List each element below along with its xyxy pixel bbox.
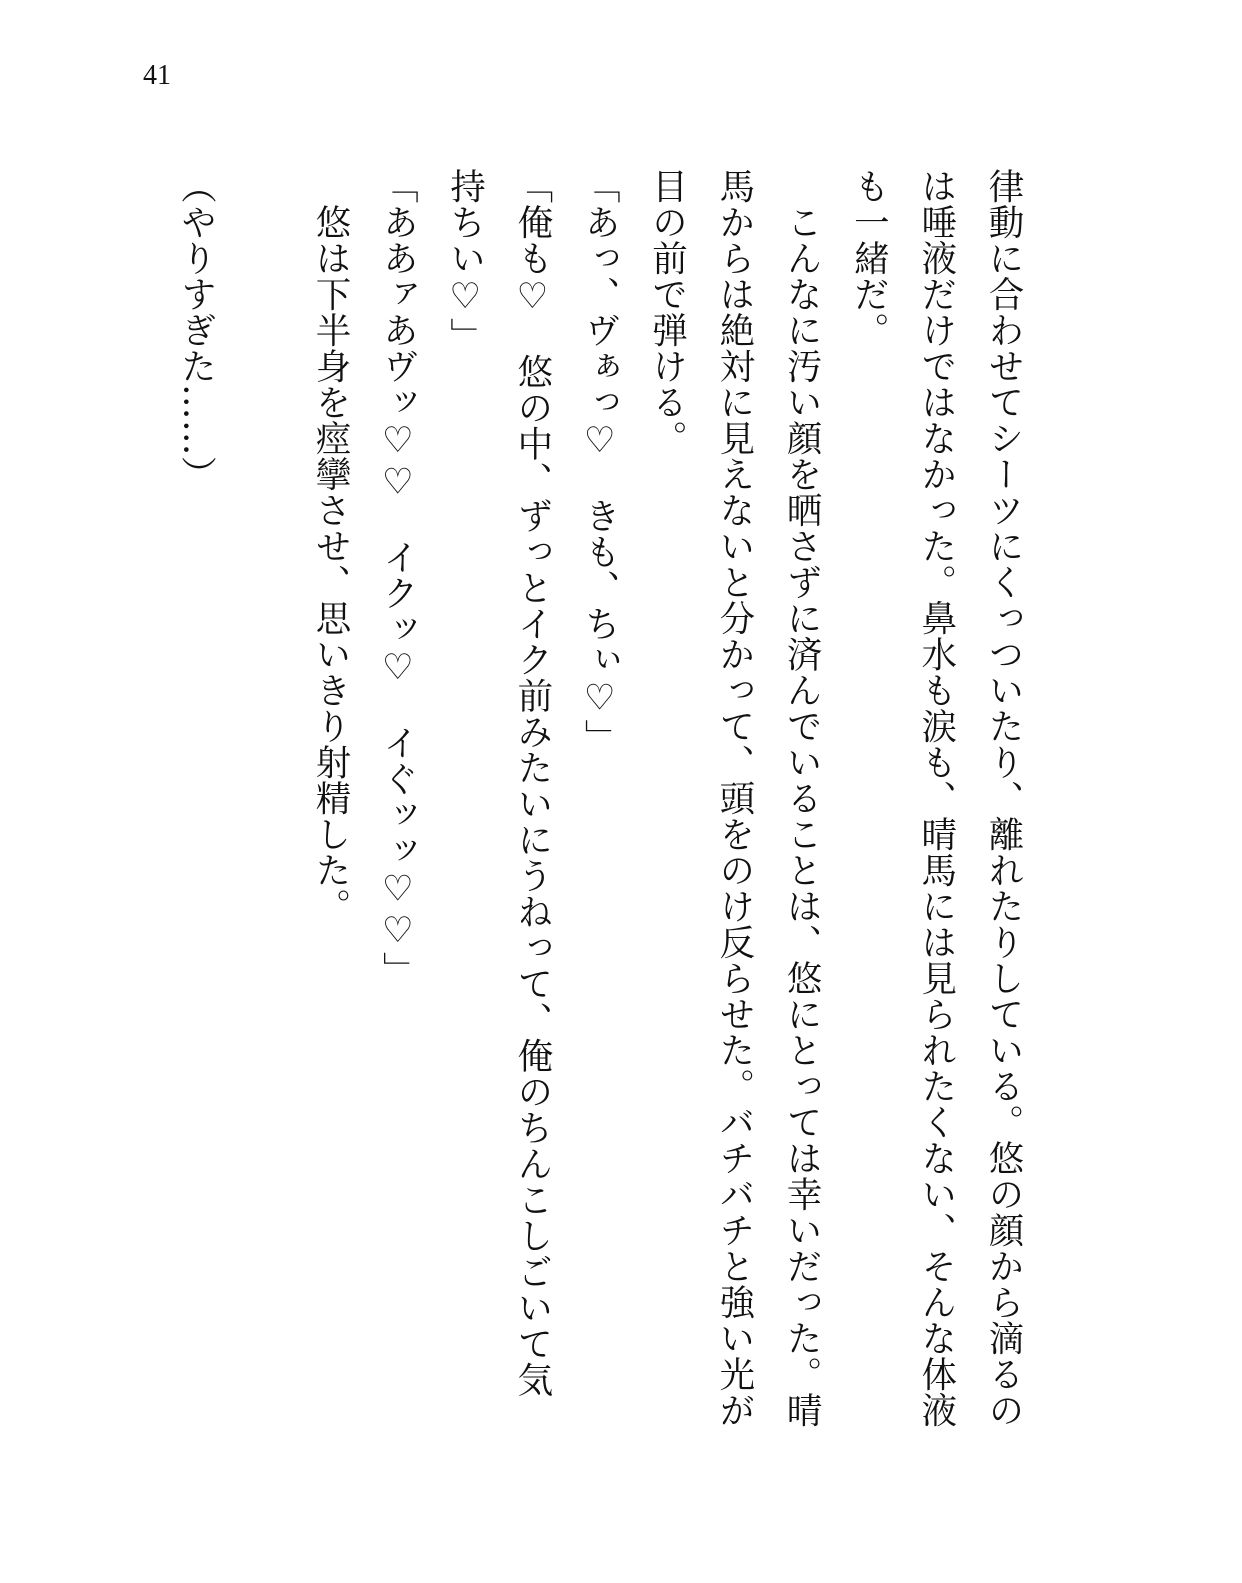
paragraph: 律動に合わせてシーツにくっついたり、離れたりしている。悠の顔から滴るのは唾液だけではなかった。鼻水も涙も、晴馬には見られたくない、そんな体液も一緒だ。 <box>848 168 1024 1428</box>
dialogue-line: 「俺も♡ 悠の中、ずっとイク前みたいにうねって、俺のちんこしごいて気持ちい♡」 <box>444 168 553 1398</box>
dialogue-line: 「あっ、ヴぁっ♡ きも、ちぃ♡」 <box>579 168 621 755</box>
paragraph: こんなに汚い顔を晒さずに済んでいることは、悠にとっては幸いだった。晴馬からは絶対に見えないと分かって、頭をのけ反らせた。バチバチと強い光が目の前で弾ける。 <box>646 168 823 1428</box>
novel-body-text <box>162 168 1037 1428</box>
paragraph: 悠は下半身を痙攣させ、思いきり射精した。 <box>310 168 352 924</box>
inner-monologue: （やりすぎた……） <box>175 168 217 492</box>
blank-line <box>229 168 296 1428</box>
dialogue-line: 「ああァあヴッ♡♡ イクッ♡ イぐッッ♡♡」 <box>377 168 419 988</box>
page-number: 41 <box>143 60 171 91</box>
